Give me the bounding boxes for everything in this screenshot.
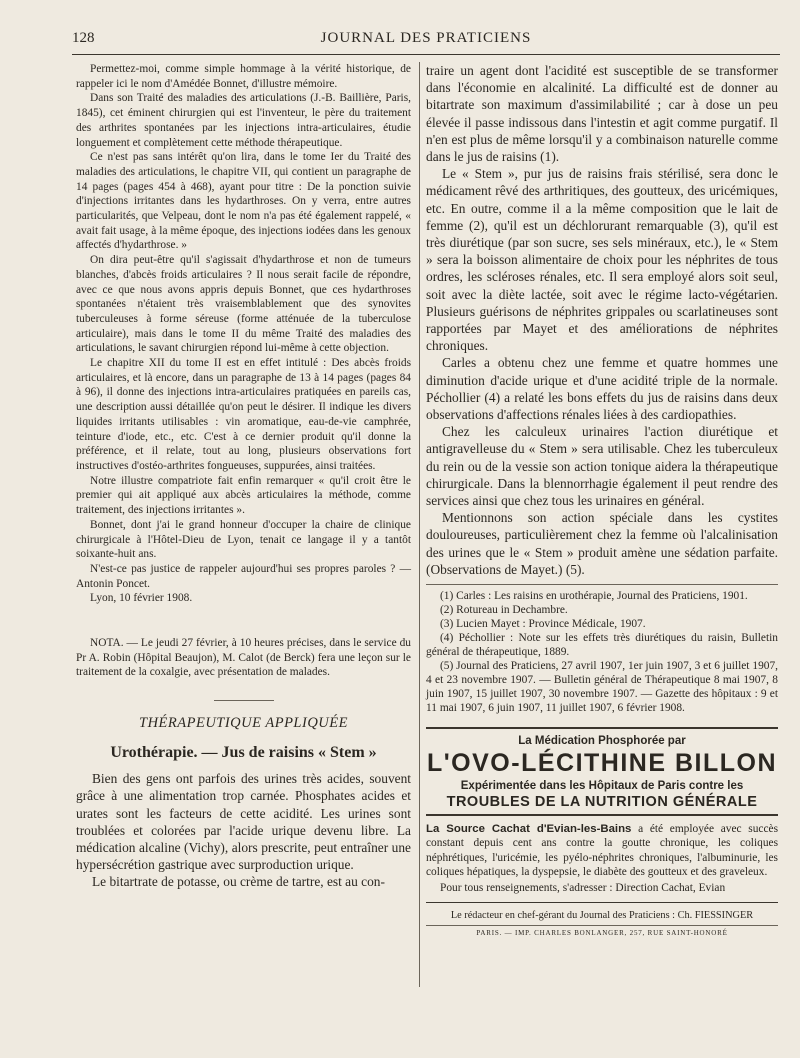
article-text <box>76 770 411 890</box>
ad-subheadline: Expérimentée dans les Hôpitaux de Paris contre les <box>460 780 744 793</box>
left-column <box>76 62 411 891</box>
footnote: (3) Lucien Mayet : Province Médicale, 1907. <box>440 618 646 631</box>
article-continuation <box>426 62 778 578</box>
footnote: (5) Journal des Praticiens, 27 avril 1907, 1er juin 1907, 3 et 6 juillet 1907, 4 et 23 novembre 1907. — Bulletin général de Thérapeutique 8 mai 1907, 8 juin 1907, 15 juillet 1907, 30 novembre 1907. — Gazette des hôpitaux : 9 et 11 mai 1907, 6 juin 1907, 11 juillet 1907, 6 février 1908. <box>426 660 778 715</box>
footnotes-rule <box>426 584 778 585</box>
footnote: (2) Rotureau in Dechambre. <box>440 604 568 617</box>
page-number: 128 <box>72 30 95 46</box>
article-paragraph: Mentionnons son action spéciale dans les cystites douloureuses, particulièrement chez la femme où l'alcalinisation des urines que le « Stem » produit amène une sédation parfaite. (Observations de Mayet.) (5). <box>426 510 778 577</box>
nota-text: NOTA. — Le jeudi 27 février, à 10 heures précises, dans le service du Pr A. Robin (Hôpital Beaujon), M. Calot (de Berck) fera une leçon sur le traitement de la coxalgie, avec présentation de malades. <box>76 637 411 679</box>
letter-paragraph: Le chapitre XII du tome II est en effet intitulé : Des abcès froids articulaires, et là encore, dans un paragraphe de 13 à 14 pages (pages 84 à 96), il donne des injections intra-articulaires pratiquées en pareils cas, une description aussi détaillée qu'on peut le désirer. Il indique les divers liquides irritants utilisables : vin aromatique, eau-de-vie camphrée, teinture d'iode, etc., etc. C'est à ce dernier produit qu'il donne la préférence, et il relate, tout au long, plusieurs observations fort instructives d'ostéo-arthrites fongueuses, suppurées, ainsi traitées. <box>76 357 411 472</box>
letter-paragraph: Dans son Traité des maladies des articulations (J.-B. Baillière, Paris, 1845), cet éminent chirurgien qui est l'inventeur, le père du traitement des arthrites spontanées par les injections intra-articulaires, étudie longuement et complètement cette méthode thérapeutique. <box>76 92 411 149</box>
footnote: (4) Péchollier : Note sur les effets très diurétiques du raisin, Bulletin général de thérapeutique, 1889. <box>426 632 778 659</box>
section-title: THÉRAPEUTIQUE APPLIQUÉE <box>139 715 348 732</box>
editor-line: Le rédacteur en chef-gérant du Journal des Praticiens : Ch. FIESSINGER <box>426 909 778 926</box>
ad-headline: L'OVO-LÉCITHINE BILLON <box>426 749 778 778</box>
section-rule <box>214 700 274 701</box>
ad-kicker: La Médication Phosphorée par <box>518 735 686 748</box>
article-paragraph: Le bitartrate de potasse, ou crème de tartre, est au con- <box>92 874 385 890</box>
imprint: PARIS. — IMP. CHARLES BONLANGER, 257, RUE SAINT-HONORÉ <box>476 928 728 937</box>
article-paragraph: Bien des gens ont parfois des urines très acides, souvent grâce à une alimentation trop carnée. Phosphates acides et urates sont les facteurs de cette acidité. Les urines sont troublées et colorées par l'acide urique devenu libre. La médication alcaline (Vichy), alors prescrite, peut entraîner une hypersécrétion gastrique avec surproduction urique. <box>76 771 411 873</box>
article-paragraph: Carles a obtenu chez une femme et quatre hommes une diminution d'acide urique et d'une acidité triple de la normale. Péchollier (4) a relaté les bons effets du jus de raisins dans deux observations d'affections rénales liées à des cardiopathies. <box>426 355 778 423</box>
letter-signature-place: Lyon, 10 février 1908. <box>90 592 193 605</box>
ad-contact: Pour tous renseignements, s'adresser : Direction Cachat, Evian <box>440 881 726 894</box>
ad-lead: La Source Cachat d'Evian-les-Bains <box>426 823 632 836</box>
header-rule <box>72 54 780 55</box>
column-divider <box>419 62 420 987</box>
ad-banner: TROUBLES DE LA NUTRITION GÉNÉRALE <box>426 794 778 816</box>
letter-text <box>76 62 411 606</box>
ad-body-text: a été employée avec succès constant depuis cent ans contre la goutte chronique, les coliques néphrétiques, l'uricémie, les pyélo-néphrites chroniques, l'albuminurie, les coliques hépatiques, la dyspepsie, le diabète des goutteux et des graveleux. <box>426 823 778 878</box>
letter-paragraph: Bonnet, dont j'ai le grand honneur d'occuper la chaire de clinique chirurgicale à l'Hôtel-Dieu de Lyon, tenait ce langage il y a tantôt soixante-huit ans. <box>76 518 411 561</box>
letter-paragraph: N'est-ce pas justice de rappeler aujourd'hui ses propres paroles ? — Antonin Poncet. <box>76 562 411 590</box>
letter-paragraph: On dira peut-être qu'il s'agissait d'hydarthrose et non de tumeurs blanches, d'abcès froids articulaires ? Il nous serait facile de répondre, avec ce que nous avons appris depuis Bonnet, que ces hydarthroses spontanées n'étaient très vraisemblablement que des synovites tuberculeuses à forme séreuse (forme atténuée de la tuberculose articulaire), mais dans le tome II du même Traité des maladies des articulations, le savant chirurgien répond lui-même à cette objection. <box>76 254 411 355</box>
letter-paragraph: Notre illustre compatriote fait enfin remarquer « qu'il croit être le premier qui ait appliqué aux abcès articulaires la méthode, comme traitement, des injections irritantes ». <box>76 474 411 517</box>
article-paragraph: Chez les calculeux urinaires l'action diurétique et antigravelleuse du « Stem » sera utilisable. Chez les tuberculeux du rein ou de la vessie son action tonique aidera la thérapeutique chirurgicale. Dans la blennorrhagie également il peut rendre des services ainsi que chez tous les urinaires en général. <box>426 424 778 509</box>
ad-body <box>426 822 778 879</box>
article-title: Urothérapie. — Jus de raisins « Stem » <box>110 744 377 762</box>
journal-title: JOURNAL DES PRATICIENS <box>320 30 532 46</box>
footnote: (1) Carles : Les raisins en urothérapie, Journal des Praticiens, 1901. <box>440 590 748 603</box>
footnotes <box>426 589 778 715</box>
letter-paragraph: Permettez-moi, comme simple hommage à la vérité historique, de rappeler ici le nom d'Amédée Bonnet, d'illustre mémoire. <box>76 63 411 90</box>
running-header <box>72 30 780 52</box>
nota-block <box>76 636 411 680</box>
right-column <box>426 62 778 937</box>
letter-paragraph: Ce n'est pas sans intérêt qu'on lira, dans le tome Ier du Traité des maladies des articulations, le chapitre VII, qui contient un paragraphe de 14 pages (pages 454 à 468), ayant pour titre : De la ponction suivie d'injections irritantes dans les hydarthroses. On y verra, entre autres particularités, que Velpeau, dont le nom n'a pas été également rappelé, « avait fait usage, à la même époque, des injections iodées dans les genoux affectés d'hydarthrose. » <box>76 151 411 252</box>
article-paragraph: Le « Stem », pur jus de raisins frais stérilisé, sera donc le médicament rêvé des arthritiques, des goutteux, des uricémiques, etc. En outre, comme il a la même composition que le lait de femme (2), qu'il est un déchlorurant remarquable (3), qu'il est très diurétique (par son sucre, ses sels minéraux, etc.), le « Stem » sera la boisson alimentaire de choix pour les néphrites de tous ordres, les scléroses rénales, etc. Il sera employé alors soit seul, soit avec la diète lactée, soit avec le régime lacto-végétarien. Plusieurs guérisons de néphrites grippales ou scarlatineuses sont rapportées par Mayet et des améliorations de néphrites chroniques. <box>426 166 778 354</box>
article-paragraph: traire un agent dont l'acidité est susceptible de se transformer dans l'économie en alcalinité. La difficulté est de donner au bitartrate son maximum d'assimilabilité ; car à dose un peu élevée il passe indissous dans l'intestin et agit comme purgatif. Il n'en est plus de même lorsqu'il y a combinaison naturelle comme dans le jus de raisins (1). <box>426 63 778 165</box>
advertisement <box>426 727 778 903</box>
